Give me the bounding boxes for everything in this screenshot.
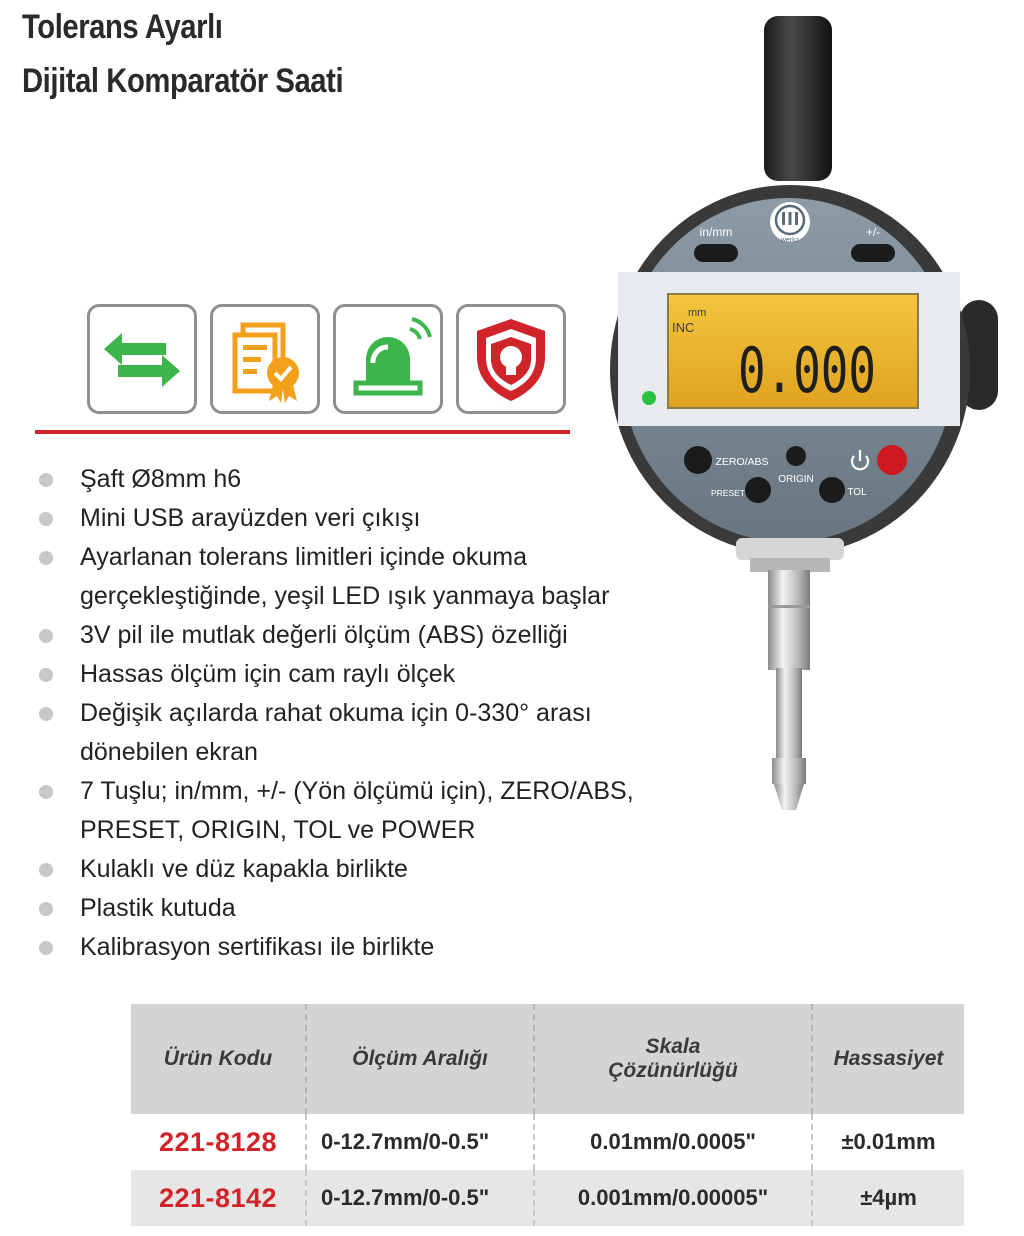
preset-button (745, 477, 771, 503)
plus-minus-button (851, 244, 895, 262)
list-item: Kalibrasyon sertifikası ile birlikte (38, 928, 698, 967)
table-row (131, 1114, 964, 1170)
brand-label: werkz (780, 237, 800, 244)
list-item: Değişik açılarda rahat okuma için 0-330° arası dönebilen ekran (38, 694, 698, 772)
product-code: 221-8142 (131, 1170, 306, 1226)
page-title-line-2: Dijital Komparatör Saati (22, 62, 344, 100)
list-item: Ayarlanan tolerans limitleri içinde okuma gerçekleştiğinde, yeşil LED ışık yanmaya başlar (38, 538, 698, 616)
list-item: Şaft Ø8mm h6 (38, 460, 698, 499)
list-item: Mini USB arayüzden veri çıkışı (38, 499, 698, 538)
accuracy: ±4µm (812, 1170, 964, 1226)
green-led (642, 391, 656, 405)
zero-abs-label: ZERO/ABS (715, 456, 769, 468)
list-item: 3V pil ile mutlak değerli ölçüm (ABS) özelliği (38, 616, 698, 655)
product-code: 221-8128 (131, 1114, 306, 1170)
preset-label: PRESET (710, 488, 746, 498)
page-title-line-1: Tolerans Ayarlı (22, 8, 223, 46)
dial-indicator-illustration (600, 10, 1010, 830)
origin-button (786, 446, 806, 466)
resolution: 0.001mm/0.00005" (534, 1170, 812, 1226)
tol-button (819, 477, 845, 503)
power-button (877, 445, 907, 475)
plus-minus-label: +/- (865, 225, 881, 239)
lcd-reading: 0.000 (738, 334, 876, 407)
origin-label: ORIGIN (778, 474, 814, 485)
section-divider (35, 430, 570, 434)
contact-point (774, 784, 804, 810)
measuring-range: 0-12.7mm/0-0.5" (306, 1114, 534, 1170)
header-measuring-range: Ölçüm Aralığı (306, 1004, 534, 1114)
in-mm-button (694, 244, 738, 262)
lcd-mode: INC (672, 320, 695, 335)
tol-label: TOL (847, 487, 867, 498)
green-signal-light-icon (333, 304, 443, 414)
resolution: 0.01mm/0.0005" (534, 1114, 812, 1170)
protection-shield-icon (456, 304, 566, 414)
header-resolution-line-2: Çözünürlüğü (608, 1059, 738, 1082)
header-product-code: Ürün Kodu (131, 1004, 306, 1114)
feature-list (38, 460, 698, 967)
neck-ring (736, 538, 844, 560)
header-resolution (534, 1004, 812, 1114)
header-resolution-line-1: Skala (645, 1035, 701, 1058)
list-item: 7 Tuşlu; in/mm, +/- (Yön ölçümü için), ZERO/ABS, PRESET, ORIGIN, TOL ve POWER (38, 772, 698, 850)
header-accuracy: Hassasiyet (812, 1004, 964, 1114)
in-mm-label: in/mm (699, 225, 733, 239)
measuring-range: 0-12.7mm/0-0.5" (306, 1170, 534, 1226)
zero-abs-button (684, 446, 712, 474)
spec-table (131, 1004, 964, 1226)
data-transfer-icon (87, 304, 197, 414)
accuracy: ±0.01mm (812, 1114, 964, 1170)
table-row (131, 1170, 964, 1226)
lcd-unit: mm (688, 307, 707, 319)
list-item: Plastik kutuda (38, 889, 698, 928)
list-item: Kulaklı ve düz kapakla birlikte (38, 850, 698, 889)
top-stem (764, 16, 832, 181)
table-header-row (131, 1004, 964, 1114)
feature-icon-row (87, 304, 566, 414)
spindle-sleeve (768, 570, 810, 670)
certificate-icon (210, 304, 320, 414)
list-item: Hassas ölçüm için cam raylı ölçek (38, 655, 698, 694)
